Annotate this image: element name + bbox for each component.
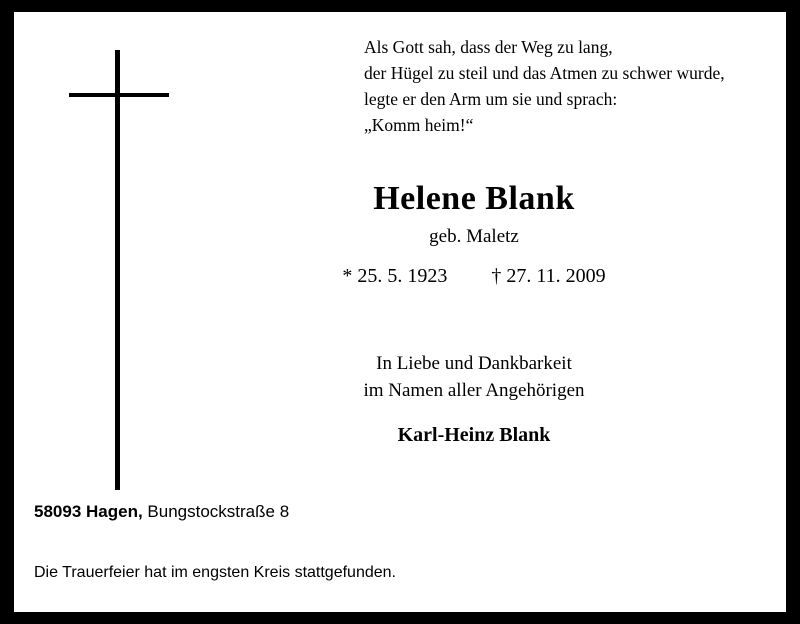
tribute-line-1: In Liebe und Dankbarkeit bbox=[376, 353, 572, 374]
verse-line-3: legte er den Arm um sie und sprach: bbox=[364, 89, 618, 109]
cross-horizontal-bar bbox=[69, 93, 169, 97]
tribute-text bbox=[214, 350, 734, 404]
notice-center-column bbox=[214, 34, 734, 447]
obituary-notice bbox=[14, 12, 786, 612]
survivor-name: Karl-Heinz Blank bbox=[397, 424, 551, 446]
verse-line-1: Als Gott sah, dass der Weg zu lang, bbox=[364, 37, 613, 57]
deceased-name: Helene Blank bbox=[373, 180, 575, 217]
birth-date: * 25. 5. 1923 bbox=[342, 265, 448, 287]
maiden-name: geb. Maletz bbox=[429, 226, 519, 247]
address-street: Bungstockstraße 8 bbox=[142, 502, 290, 521]
cross-icon bbox=[44, 30, 174, 490]
address-postal-city: 58093 Hagen, bbox=[34, 502, 143, 521]
life-dates bbox=[214, 265, 734, 288]
cross-vertical-bar bbox=[115, 50, 120, 490]
tribute-line-2: im Namen aller Angehörigen bbox=[363, 380, 585, 401]
service-footnote: Die Trauerfeier hat im engsten Kreis stattgefunden. bbox=[34, 564, 396, 581]
death-date: † 27. 11. 2009 bbox=[491, 265, 606, 287]
verse-line-2: der Hügel zu steil und das Atmen zu schwer wurde, bbox=[364, 63, 725, 83]
verse-line-4: „Komm heim!“ bbox=[364, 115, 474, 135]
verse-block bbox=[364, 34, 734, 138]
address-line bbox=[34, 502, 289, 522]
